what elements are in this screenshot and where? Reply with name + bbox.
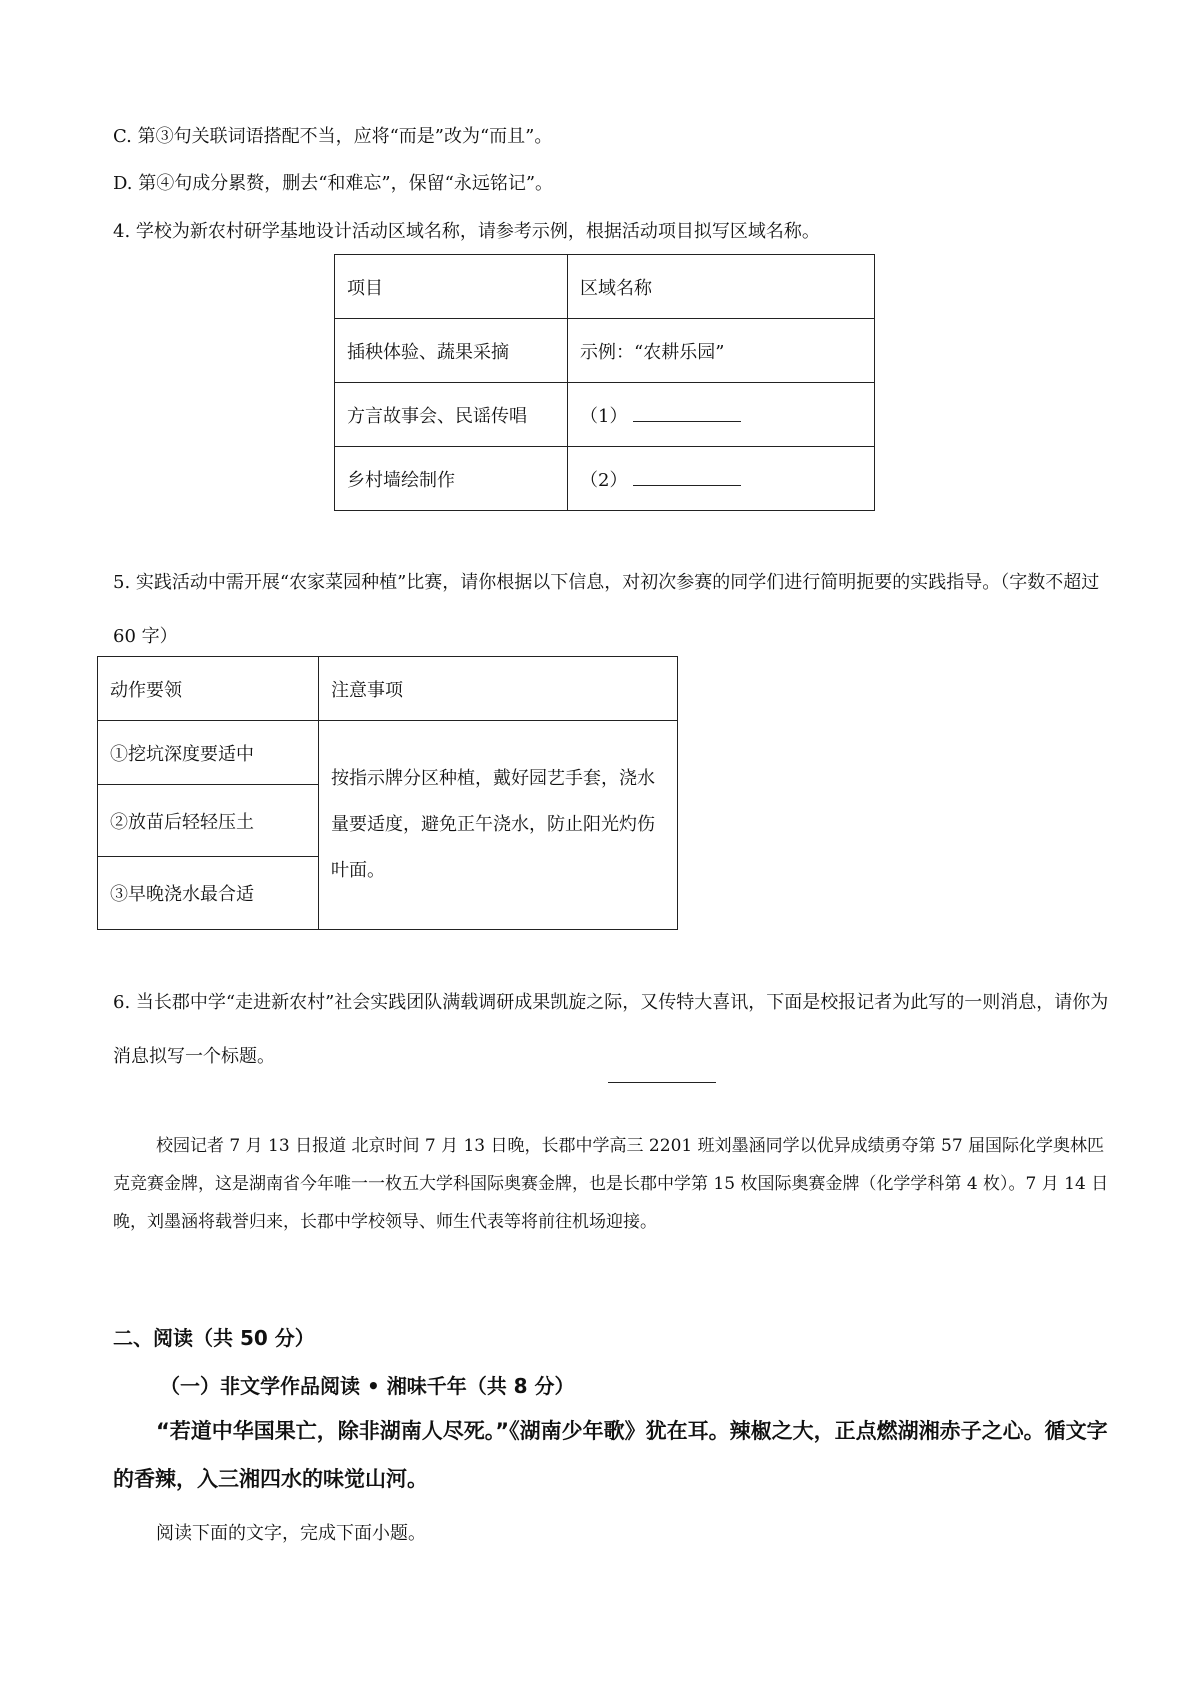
table-row — [335, 447, 875, 511]
region-cell — [568, 447, 875, 511]
region-cell: 示例：“农耕乐园” — [568, 319, 875, 383]
section-intro: “若道中华国果亡，除非湖南人尽死。”《湖南少年歌》犹在耳。辣椒之大，正点燃湖湘赤子之心。循文字的香辣，入三湘四水的味觉山河。 — [113, 1419, 1108, 1491]
table-row — [335, 383, 875, 447]
project-cell: 乡村墙绘制作 — [335, 447, 568, 511]
project-cell: 方言故事会、民谣传唱 — [335, 383, 568, 447]
planting-guide-table — [97, 656, 678, 930]
news-article: 校园记者 7 月 13 日报道 北京时间 7 月 13 日晚，长郡中学高三 2201 班刘墨涵同学以优异成绩勇夺第 57 届国际化学奥林匹克竞赛金牌，这是湖南省今年唯一一枚五大学科国际奥赛金牌，也是长郡中学第 15 枚国际奥赛金牌（化学学科第 4 枚）。7 月 14 日晚，刘墨涵将载誉归来，长郡中学校领导、师生代表等将前往机场迎接。 — [113, 1136, 1109, 1232]
subsection-title: （一）非文学作品阅读 • 湘味千年（共 8 分） — [160, 1374, 575, 1398]
table-header-row — [335, 255, 875, 319]
table-row — [98, 721, 678, 785]
question-4-prompt: 4. 学校为新农村研学基地设计活动区域名称，请参考示例，根据活动项目拟写区域名称。 — [113, 221, 820, 242]
table-header-notes: 注意事项 — [319, 657, 678, 721]
blank-label: （1） — [580, 405, 628, 427]
action-cell: ①挖坑深度要适中 — [98, 721, 319, 785]
region-cell — [568, 383, 875, 447]
option-d: D. 第④句成分累赘，删去“和难忘”，保留“永远铭记”。 — [113, 173, 554, 194]
answer-blank — [633, 467, 741, 486]
action-cell: ②放苗后轻轻压土 — [98, 785, 319, 857]
action-cell: ③早晚浇水最合适 — [98, 857, 319, 930]
headline-blank — [608, 1082, 716, 1083]
reading-instruction: 阅读下面的文字，完成下面小题。 — [156, 1523, 426, 1544]
answer-blank — [633, 403, 741, 422]
notes-cell: 按指示牌分区种植，戴好园艺手套，浇水量要适度，避免正午浇水，防止阳光灼伤叶面。 — [319, 721, 678, 930]
blank-label: （2） — [580, 469, 628, 491]
table-row — [335, 319, 875, 383]
region-name-table — [334, 254, 875, 511]
question-6-prompt: 6. 当长郡中学“走进新农村”社会实践团队满载调研成果凯旋之际，又传特大喜讯，下面是校报记者为此写的一则消息，请你为消息拟写一个标题。 — [113, 992, 1109, 1067]
option-c: C. 第③句关联词语搭配不当，应将“而是”改为“而且”。 — [113, 126, 553, 147]
section-title: 二、阅读（共 50 分） — [113, 1326, 315, 1350]
table-header-row — [98, 657, 678, 721]
question-5-prompt: 5. 实践活动中需开展“农家菜园种植”比赛，请你根据以下信息，对初次参赛的同学们进行简明扼要的实践指导。（字数不超过 60 字） — [113, 572, 1100, 647]
table-header-actions: 动作要领 — [98, 657, 319, 721]
table-header-project: 项目 — [335, 255, 568, 319]
table-header-region: 区域名称 — [568, 255, 875, 319]
project-cell: 插秧体验、蔬果采摘 — [335, 319, 568, 383]
